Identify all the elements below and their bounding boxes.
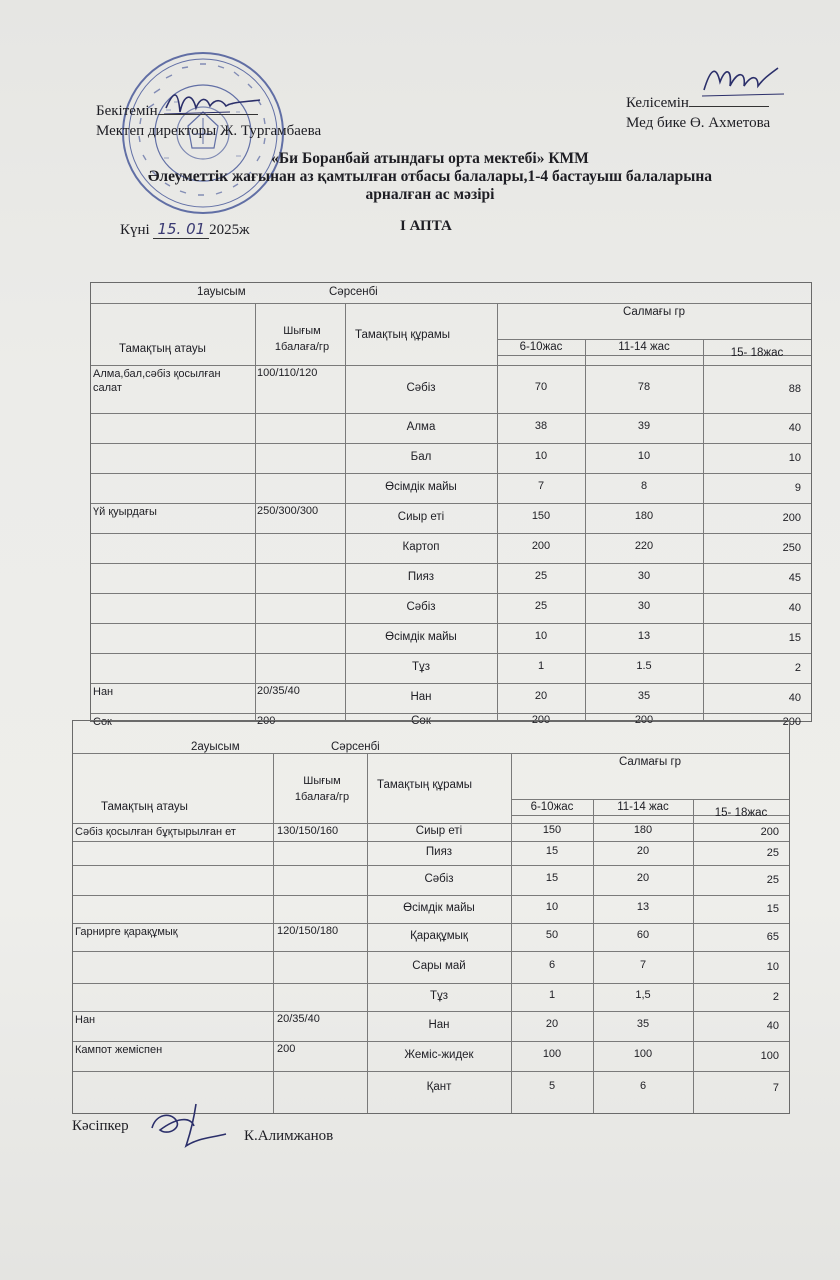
amount-15-18: 40 — [788, 602, 801, 614]
column-header-age: 6-10жас — [530, 801, 574, 813]
amount-11-14: 30 — [637, 600, 651, 612]
amount-11-14: 13 — [636, 901, 650, 913]
dish-name: Нан — [75, 1014, 96, 1026]
amount-11-14: 20 — [636, 872, 650, 884]
amount-6-10: 5 — [548, 1080, 556, 1092]
amount-6-10: 70 — [534, 381, 548, 393]
agree-label: Келісемін — [626, 95, 689, 111]
amount-15-18: 9 — [794, 482, 801, 494]
dish-name: Нан — [93, 686, 114, 698]
row-divider — [73, 753, 789, 754]
amount-6-10: 6 — [548, 959, 556, 971]
dish-name: Кампот жеміспен — [75, 1044, 163, 1056]
document-title — [80, 150, 780, 204]
amount-11-14: 13 — [637, 630, 651, 642]
row-divider — [91, 365, 811, 366]
dish-name: Үй қуырдағы — [93, 506, 157, 518]
date-year: 2025ж — [209, 222, 250, 238]
amount-11-14: 10 — [637, 450, 651, 462]
amount-11-14: 100 — [633, 1048, 653, 1060]
amount-15-18: 200 — [782, 716, 801, 728]
amount-11-14: 35 — [636, 1018, 650, 1030]
column-header-age: 15- 18жас — [714, 807, 768, 819]
row-divider — [91, 473, 811, 474]
row-divider — [73, 1011, 789, 1012]
amount-11-14: 8 — [640, 480, 648, 492]
amount-15-18: 45 — [788, 572, 801, 584]
amount-6-10: 20 — [534, 690, 548, 702]
ingredient-name: Тұз — [411, 661, 431, 673]
row-divider — [91, 653, 811, 654]
column-header-yield: Шығым 1балаға/гр — [294, 775, 350, 803]
row-divider — [73, 923, 789, 924]
amount-6-10: 10 — [545, 901, 559, 913]
amount-15-18: 200 — [760, 826, 779, 838]
amount-6-10: 100 — [542, 1048, 562, 1060]
amount-11-14: 39 — [637, 420, 651, 432]
dish-yield: 200 — [277, 1043, 296, 1055]
ingredient-name: Алма — [406, 421, 436, 433]
row-divider — [73, 951, 789, 952]
dish-name: Гарнирге қарақұмық — [75, 926, 178, 938]
amount-15-18: 15 — [788, 632, 801, 644]
amount-15-18: 40 — [788, 692, 801, 704]
column-header-age: 15- 18жас — [730, 347, 784, 359]
approval-block — [96, 100, 321, 141]
amount-6-10: 10 — [534, 450, 548, 462]
column-header-weight: Салмағы гр — [622, 306, 686, 318]
ingredient-name: Сәбіз — [424, 873, 454, 885]
dish-yield: 200 — [257, 715, 276, 727]
amount-15-18: 250 — [782, 542, 801, 554]
column-header-name: Тамақтың атауы — [119, 343, 206, 355]
column-header-weight: Салмағы гр — [618, 756, 682, 768]
row-divider — [91, 563, 811, 564]
ingredient-name: Картоп — [402, 541, 440, 553]
ingredient-name: Пияз — [407, 571, 435, 583]
row-divider — [91, 533, 811, 534]
date-line — [120, 220, 250, 239]
amount-11-14: 35 — [637, 690, 651, 702]
ingredient-name: Сиыр еті — [397, 511, 445, 523]
date-value: 15. 01 — [153, 220, 209, 239]
ingredient-name: Өсімдік майы — [403, 902, 475, 914]
dish-yield: 20/35/40 — [277, 1013, 320, 1025]
row-divider — [91, 593, 811, 594]
nurse-name: Мед бике Ө. Ахметова — [626, 115, 771, 131]
amount-15-18: 100 — [760, 1050, 779, 1062]
ingredient-name: Өсімдік майы — [385, 631, 457, 643]
dish-yield: 120/150/180 — [277, 925, 339, 937]
row-divider — [73, 1041, 789, 1042]
day-label: Сәрсенбі — [329, 286, 378, 298]
column-header-name: Тамақтың атауы — [101, 801, 188, 813]
row-divider — [73, 983, 789, 984]
ingredient-name: Сиыр еті — [415, 825, 463, 837]
row-divider — [497, 339, 811, 340]
amount-11-14: 78 — [637, 381, 651, 393]
amount-11-14: 180 — [633, 824, 653, 836]
agreement-block — [626, 92, 770, 133]
column-divider — [273, 753, 274, 1113]
ingredient-name: Сары май — [412, 960, 466, 972]
ingredient-name: Сәбіз — [406, 382, 436, 394]
ingredient-name: Сәбіз — [406, 601, 436, 613]
amount-6-10: 200 — [531, 714, 551, 726]
school-name: «Би Боранбай атындағы орта мектебі» КММ — [271, 150, 589, 167]
amount-6-10: 38 — [534, 420, 548, 432]
amount-6-10: 10 — [534, 630, 548, 642]
ingredient-name: Өсімдік майы — [385, 481, 457, 493]
amount-11-14: 200 — [634, 714, 654, 726]
shift2-menu-table — [72, 720, 790, 1114]
amount-15-18: 25 — [766, 874, 779, 886]
row-divider — [91, 623, 811, 624]
amount-15-18: 10 — [766, 961, 779, 973]
ingredient-name: Пияз — [425, 846, 453, 858]
amount-6-10: 25 — [534, 600, 548, 612]
row-divider — [91, 503, 811, 504]
amount-6-10: 200 — [531, 540, 551, 552]
row-divider — [73, 895, 789, 896]
amount-11-14: 20 — [636, 845, 650, 857]
amount-6-10: 1 — [537, 660, 545, 672]
day-label: Сәрсенбі — [331, 741, 380, 753]
row-divider — [73, 865, 789, 866]
amount-11-14: 7 — [639, 959, 647, 971]
amount-15-18: 65 — [766, 931, 779, 943]
ingredient-name: Нан — [410, 691, 432, 703]
amount-15-18: 15 — [766, 903, 779, 915]
amount-15-18: 10 — [788, 452, 801, 464]
amount-11-14: 180 — [634, 510, 654, 522]
entrepreneur-label: Кәсіпкер — [72, 1118, 129, 1134]
dish-yield: 20/35/40 — [257, 685, 300, 697]
amount-6-10: 20 — [545, 1018, 559, 1030]
amount-11-14: 1,5 — [635, 989, 651, 1001]
amount-15-18: 25 — [766, 847, 779, 859]
row-divider — [73, 841, 789, 842]
amount-15-18: 40 — [766, 1020, 779, 1032]
column-header-yield: Шығым 1балаға/гр — [274, 325, 330, 353]
dish-yield: 100/110/120 — [257, 367, 318, 379]
amount-15-18: 200 — [782, 512, 801, 524]
row-divider — [91, 443, 811, 444]
column-header-composition: Тамақтың құрамы — [377, 779, 473, 791]
ingredient-name: Қант — [426, 1081, 452, 1093]
column-header-age: 11-14 жас — [617, 801, 669, 813]
amount-6-10: 150 — [542, 824, 562, 836]
approve-label: Бекітемін — [96, 103, 158, 119]
amount-11-14: 30 — [637, 570, 651, 582]
amount-15-18: 40 — [788, 422, 801, 434]
entrepreneur-signature — [146, 1098, 238, 1152]
dish-name: Сәбіз қосылған бұқтырылған ет — [75, 826, 236, 838]
row-divider — [511, 799, 789, 800]
amount-6-10: 7 — [537, 480, 545, 492]
row-divider — [73, 1071, 789, 1072]
amount-6-10: 1 — [548, 989, 556, 1001]
column-header-age: 11-14 жас — [618, 341, 670, 353]
amount-15-18: 7 — [772, 1082, 779, 1094]
amount-6-10: 25 — [534, 570, 548, 582]
dish-yield: 130/150/160 — [277, 825, 339, 837]
row-divider — [91, 683, 811, 684]
ingredient-name: Жеміс-жидек — [404, 1049, 474, 1061]
amount-15-18: 88 — [788, 383, 801, 395]
column-header-composition: Тамақтың құрамы — [355, 329, 451, 341]
dish-name: Алма,бал,сәбіз қосылған салат — [93, 368, 221, 394]
row-divider — [91, 713, 811, 714]
amount-15-18: 2 — [772, 991, 779, 1003]
ingredient-name: Нан — [428, 1019, 450, 1031]
shift-label: 2ауысым — [191, 741, 240, 753]
amount-11-14: 1.5 — [636, 660, 652, 672]
amount-11-14: 220 — [634, 540, 654, 552]
shift1-menu-table — [90, 282, 812, 728]
shift-label: 1ауысым — [197, 286, 246, 298]
amount-6-10: 50 — [545, 929, 559, 941]
amount-15-18: 2 — [794, 662, 801, 674]
date-label: Күні — [120, 222, 150, 238]
dish-name: Сок — [93, 716, 112, 728]
ingredient-name: Қарақұмық — [410, 930, 468, 942]
amount-11-14: 60 — [636, 929, 650, 941]
entrepreneur-name: К.Алимжанов — [244, 1128, 334, 1144]
amount-6-10: 15 — [545, 872, 559, 884]
row-divider — [91, 303, 811, 304]
title-line-3: арналған ас мәзірі — [365, 186, 495, 203]
row-divider — [91, 413, 811, 414]
title-line-2: Әлеуметтік жағынан аз қамтылған отбасы балалары,1-4 бастауыш балаларына — [147, 168, 713, 185]
ingredient-name: Сок — [411, 715, 431, 727]
amount-6-10: 150 — [531, 510, 551, 522]
week-label: І АПТА — [400, 218, 452, 234]
director-name: Мектеп директоры Ж. Тургамбаева — [96, 123, 322, 139]
column-header-age: 6-10жас — [519, 341, 563, 353]
dish-yield: 250/300/300 — [257, 505, 319, 517]
amount-6-10: 15 — [545, 845, 559, 857]
ingredient-name: Тұз — [429, 990, 449, 1002]
ingredient-name: Бал — [410, 451, 432, 463]
amount-11-14: 6 — [639, 1080, 647, 1092]
